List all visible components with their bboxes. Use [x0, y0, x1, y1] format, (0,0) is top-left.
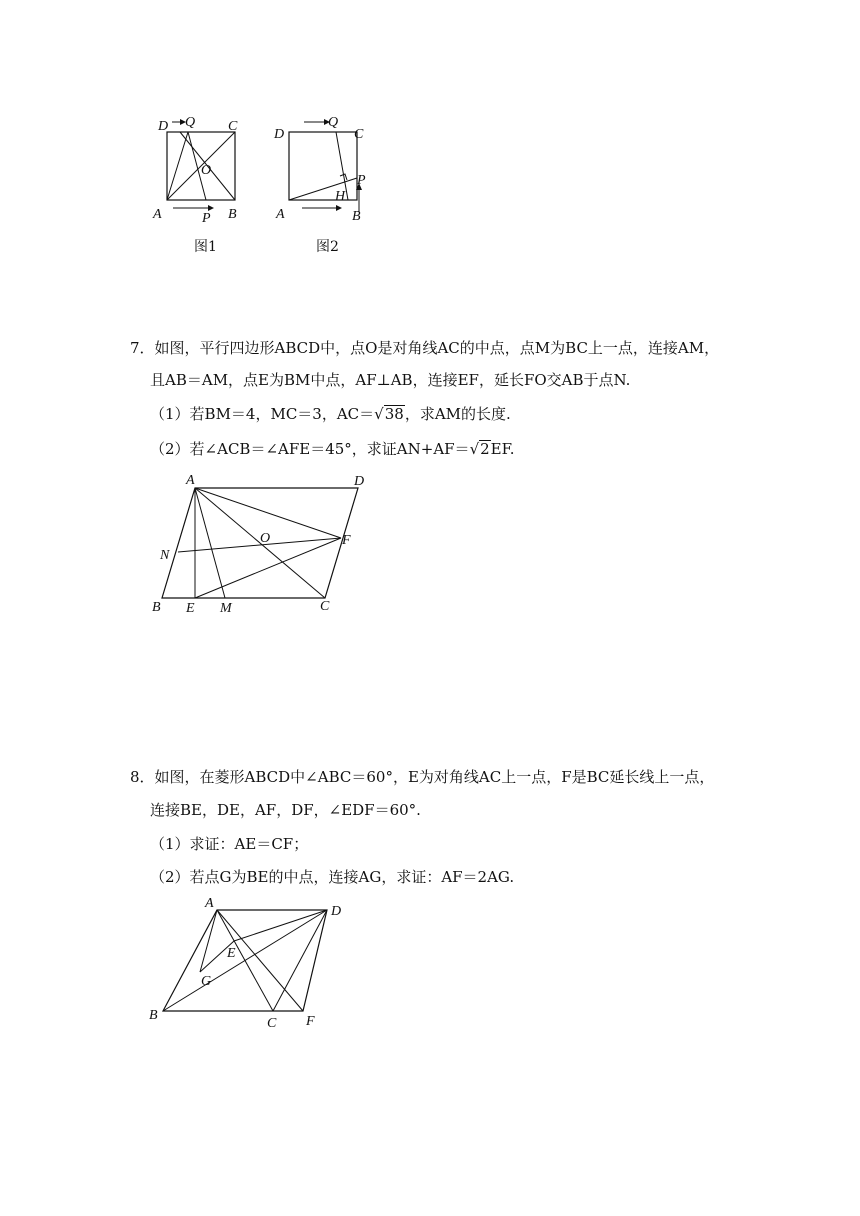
fig1-label-d: D [158, 119, 169, 134]
problem-8-part-2: （2）若点G为BE的中点，连接AG，求证：AF＝2AG. [150, 868, 515, 886]
problem-7-part-2-prefix: （2）若∠ACB＝∠AFE＝45°，求证AN+AF＝ [150, 440, 470, 458]
p8-label-f: F [306, 1014, 315, 1029]
fig2-label-q: Q [328, 115, 339, 130]
fig2-label-h: H [335, 189, 346, 204]
fig2-label-d: D [274, 127, 285, 142]
p7-label-a: A [186, 473, 195, 488]
fig1-label-b: B [228, 207, 237, 222]
figure-2-caption: 图2 [316, 239, 339, 255]
problem-7-part-1-prefix: （1）若BM＝4，MC＝3，AC＝ [150, 405, 375, 423]
fig1-label-c: C [228, 119, 238, 134]
problem-7-part-2-suffix: EF. [490, 440, 515, 458]
problem-7-line-1: 7．如图，平行四边形ABCD中，点O是对角线AC的中点，点M为BC上一点，连接AM， [130, 339, 720, 357]
problem-8-figure [145, 895, 360, 1035]
p8-label-c: C [267, 1016, 277, 1031]
fig1-label-a: A [153, 207, 162, 222]
fig2-label-c: C [354, 127, 364, 142]
problem-7-line-2: 且AB＝AM，点E为BM中点，AF⊥AB，连接EF，延长FO交AB于点N. [150, 371, 631, 389]
problem-8-line-2: 连接BE，DE，AF，DF，∠EDF＝60°. [150, 801, 421, 819]
sqrt-sign: √ [374, 405, 384, 423]
p8-label-a: A [205, 896, 214, 911]
problem-7-figure [150, 470, 390, 620]
problem-7-part-2-radicand: 2 [480, 440, 490, 458]
p7-label-c: C [320, 599, 330, 614]
figure-2 [272, 110, 372, 230]
problem-7-part-1-radicand: 38 [384, 405, 404, 423]
fig1-label-p: P [202, 211, 211, 226]
fig1-label-q: Q [185, 115, 196, 130]
p8-label-e: E [227, 946, 236, 961]
p8-label-b: B [149, 1008, 158, 1023]
p7-label-e: E [186, 601, 195, 616]
figure-1-caption: 图1 [194, 239, 217, 255]
sqrt-sign: √ [469, 440, 480, 458]
p7-label-b: B [152, 600, 161, 615]
p8-label-g: G [201, 974, 212, 989]
p8-label-d: D [331, 904, 342, 919]
problem-7-part-1 [150, 403, 511, 425]
fig2-label-a: A [276, 207, 285, 222]
fig1-label-o: O [201, 163, 212, 178]
problem-7-part-2 [150, 438, 514, 460]
problem-8-part-1: （1）求证：AE＝CF； [150, 835, 309, 853]
p7-label-d: D [354, 474, 365, 489]
problem-8-line-1: 8．如图，在菱形ABCD中∠ABC＝60°，E为对角线AC上一点，F是BC延长线上一点， [130, 768, 715, 786]
p7-label-o: O [260, 531, 271, 546]
problem-7-part-1-suffix: ，求AM的长度. [404, 405, 511, 423]
p7-label-m: M [220, 601, 232, 616]
figure-1 [150, 110, 250, 230]
p7-label-n: N [160, 548, 170, 563]
fig2-label-p: P [357, 173, 366, 188]
fig2-label-b: B [352, 209, 361, 224]
p7-label-f: F [342, 533, 351, 548]
